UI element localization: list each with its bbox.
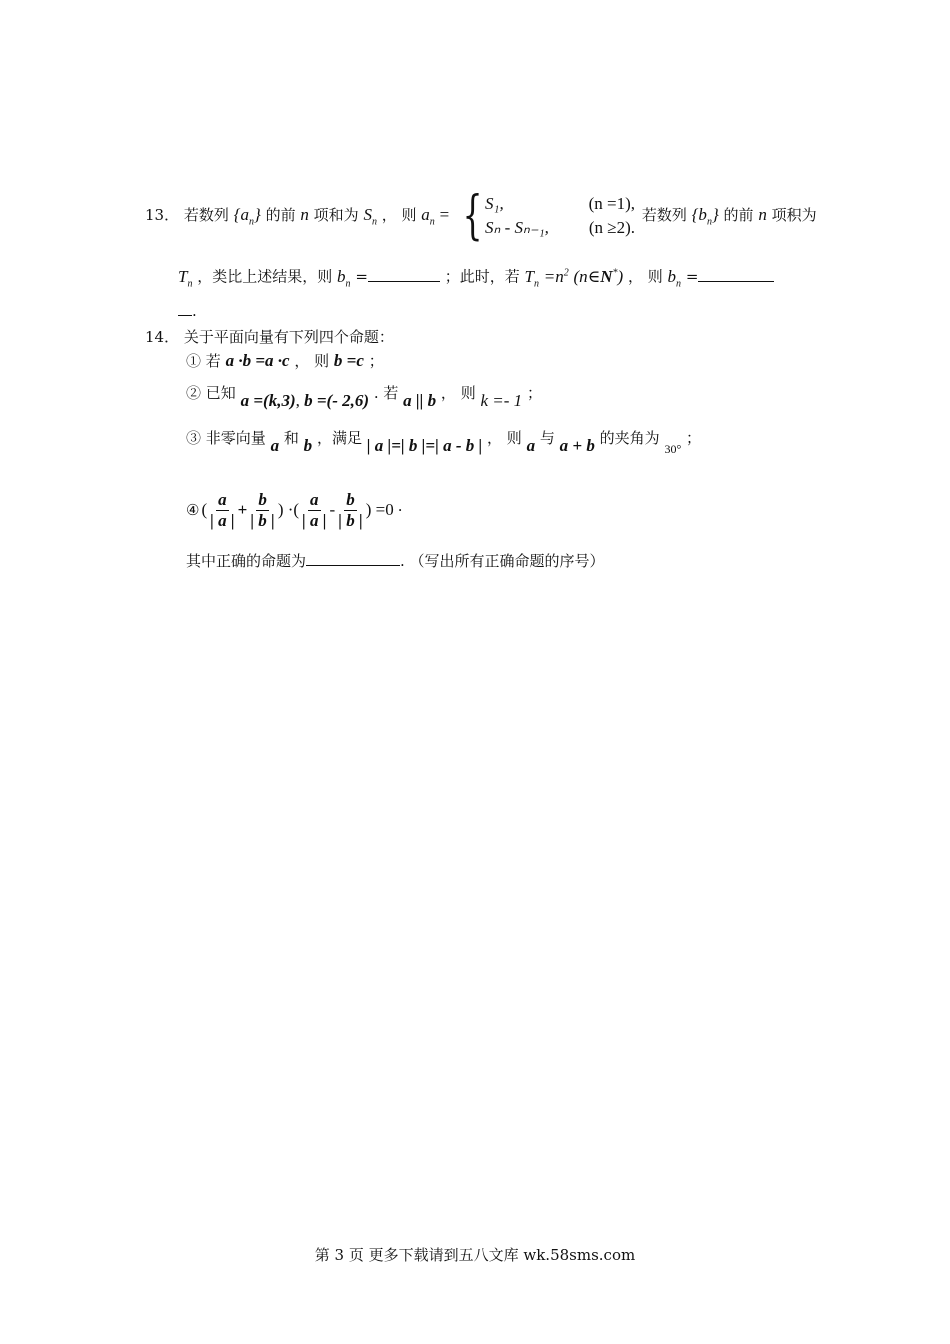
q14-proposition-3: ③ 非零向量 a 和 b ，满足 | a |=| b |=| a - b | ， 则 a 与 a + b 的夹角为 $_{30^\circ}$ ； <box>186 429 702 456</box>
fraction-b-over-norm-b-2: $\frac{b}{| b |}$ <box>338 489 363 530</box>
q14-proposition-1: ① 若 a ·b =a ·c ， 则 b =c ； <box>186 351 384 370</box>
fraction-a-over-norm-a-2: $\frac{a}{| a |}$ <box>302 489 327 530</box>
q13-text8: ，类比上述结果，则 <box>197 267 333 286</box>
q13-text6: 的前 <box>723 206 754 224</box>
q14-answer-blank <box>306 551 400 566</box>
q13-text14: ， 则 <box>627 267 663 286</box>
q13-line3 <box>178 300 197 322</box>
q13-end: . <box>192 302 197 320</box>
q14-intro: 关于平面向量有下列四个命题： <box>183 328 394 346</box>
q13-n2: n <box>758 205 767 224</box>
q13-Sn: $S_n$ <box>363 205 377 228</box>
q13-cases: S₁, (n =1), Sₙ - Sₙ₋₁, (n ≥2). <box>485 194 636 237</box>
q14-intro-line <box>145 326 394 348</box>
q13-n1: n <box>300 205 309 224</box>
q13-bn2: $b_n$ <box>667 266 682 290</box>
q13-text9: = <box>355 267 368 286</box>
q13-bn-seq: $\{b_n\}$ <box>691 205 719 228</box>
q13-text7: 项积为 <box>771 206 817 224</box>
fraction-a-over-norm-a: $\frac{a}{| a |}$ <box>210 489 235 530</box>
q13-answer-blank-1 <box>368 267 440 282</box>
q13-text10: ；此时，若 <box>444 267 520 286</box>
q13-text15: = <box>685 267 699 286</box>
q13-text1: 若数列 <box>183 206 229 224</box>
q13-text4: ， 则 <box>381 206 417 224</box>
q13-text3: 项和为 <box>313 206 359 224</box>
q13-eq: = <box>439 205 450 224</box>
q13-n-squared: $=n^2$ <box>543 266 569 286</box>
q13-an-seq: $\{a_n\}$ <box>233 205 261 228</box>
q14-proposition-2: ② 已知 a =(k,3), b =(- 2,6) . 若 a || b ， 则 k =- 1 ； <box>186 384 542 410</box>
q13-bn: $b_n$ <box>337 266 351 290</box>
q13-answer-blank-2-cont <box>178 301 192 316</box>
fraction-b-over-norm-b: $\frac{b}{| b |}$ <box>250 489 275 530</box>
page-footer: 第 3 页 更多下载请到五八文库 wk.58sms.com <box>314 1246 636 1264</box>
q13-text5: 若数列 <box>641 206 687 224</box>
q14-number: 14． <box>145 328 180 346</box>
q13-answer-blank-2 <box>698 267 774 282</box>
q13-an: $a_n$ <box>421 205 435 228</box>
q13-number: 13． <box>145 206 180 224</box>
q13-line1 <box>145 186 817 246</box>
q14-proposition-4: ④ ( $\frac{a}{| a |}$ + $\frac{b}{| b |}$ ) ·( $\frac{a}{| a |}$ - $\frac{b}{| b |}$ ) =0 . <box>186 489 403 530</box>
q13-Tn: $T_n$ <box>178 266 193 290</box>
q13-Tn2: $T_n$ <box>524 266 539 290</box>
q13-line2 <box>178 262 774 295</box>
q13-domain: (n∈N*) <box>573 266 624 286</box>
q13-piecewise <box>456 186 636 246</box>
q14-conclusion: 其中正确的命题为 . （写出所有正确命题的序号） <box>186 552 605 570</box>
left-brace: { <box>462 186 483 246</box>
q13-text2: 的前 <box>265 206 296 224</box>
